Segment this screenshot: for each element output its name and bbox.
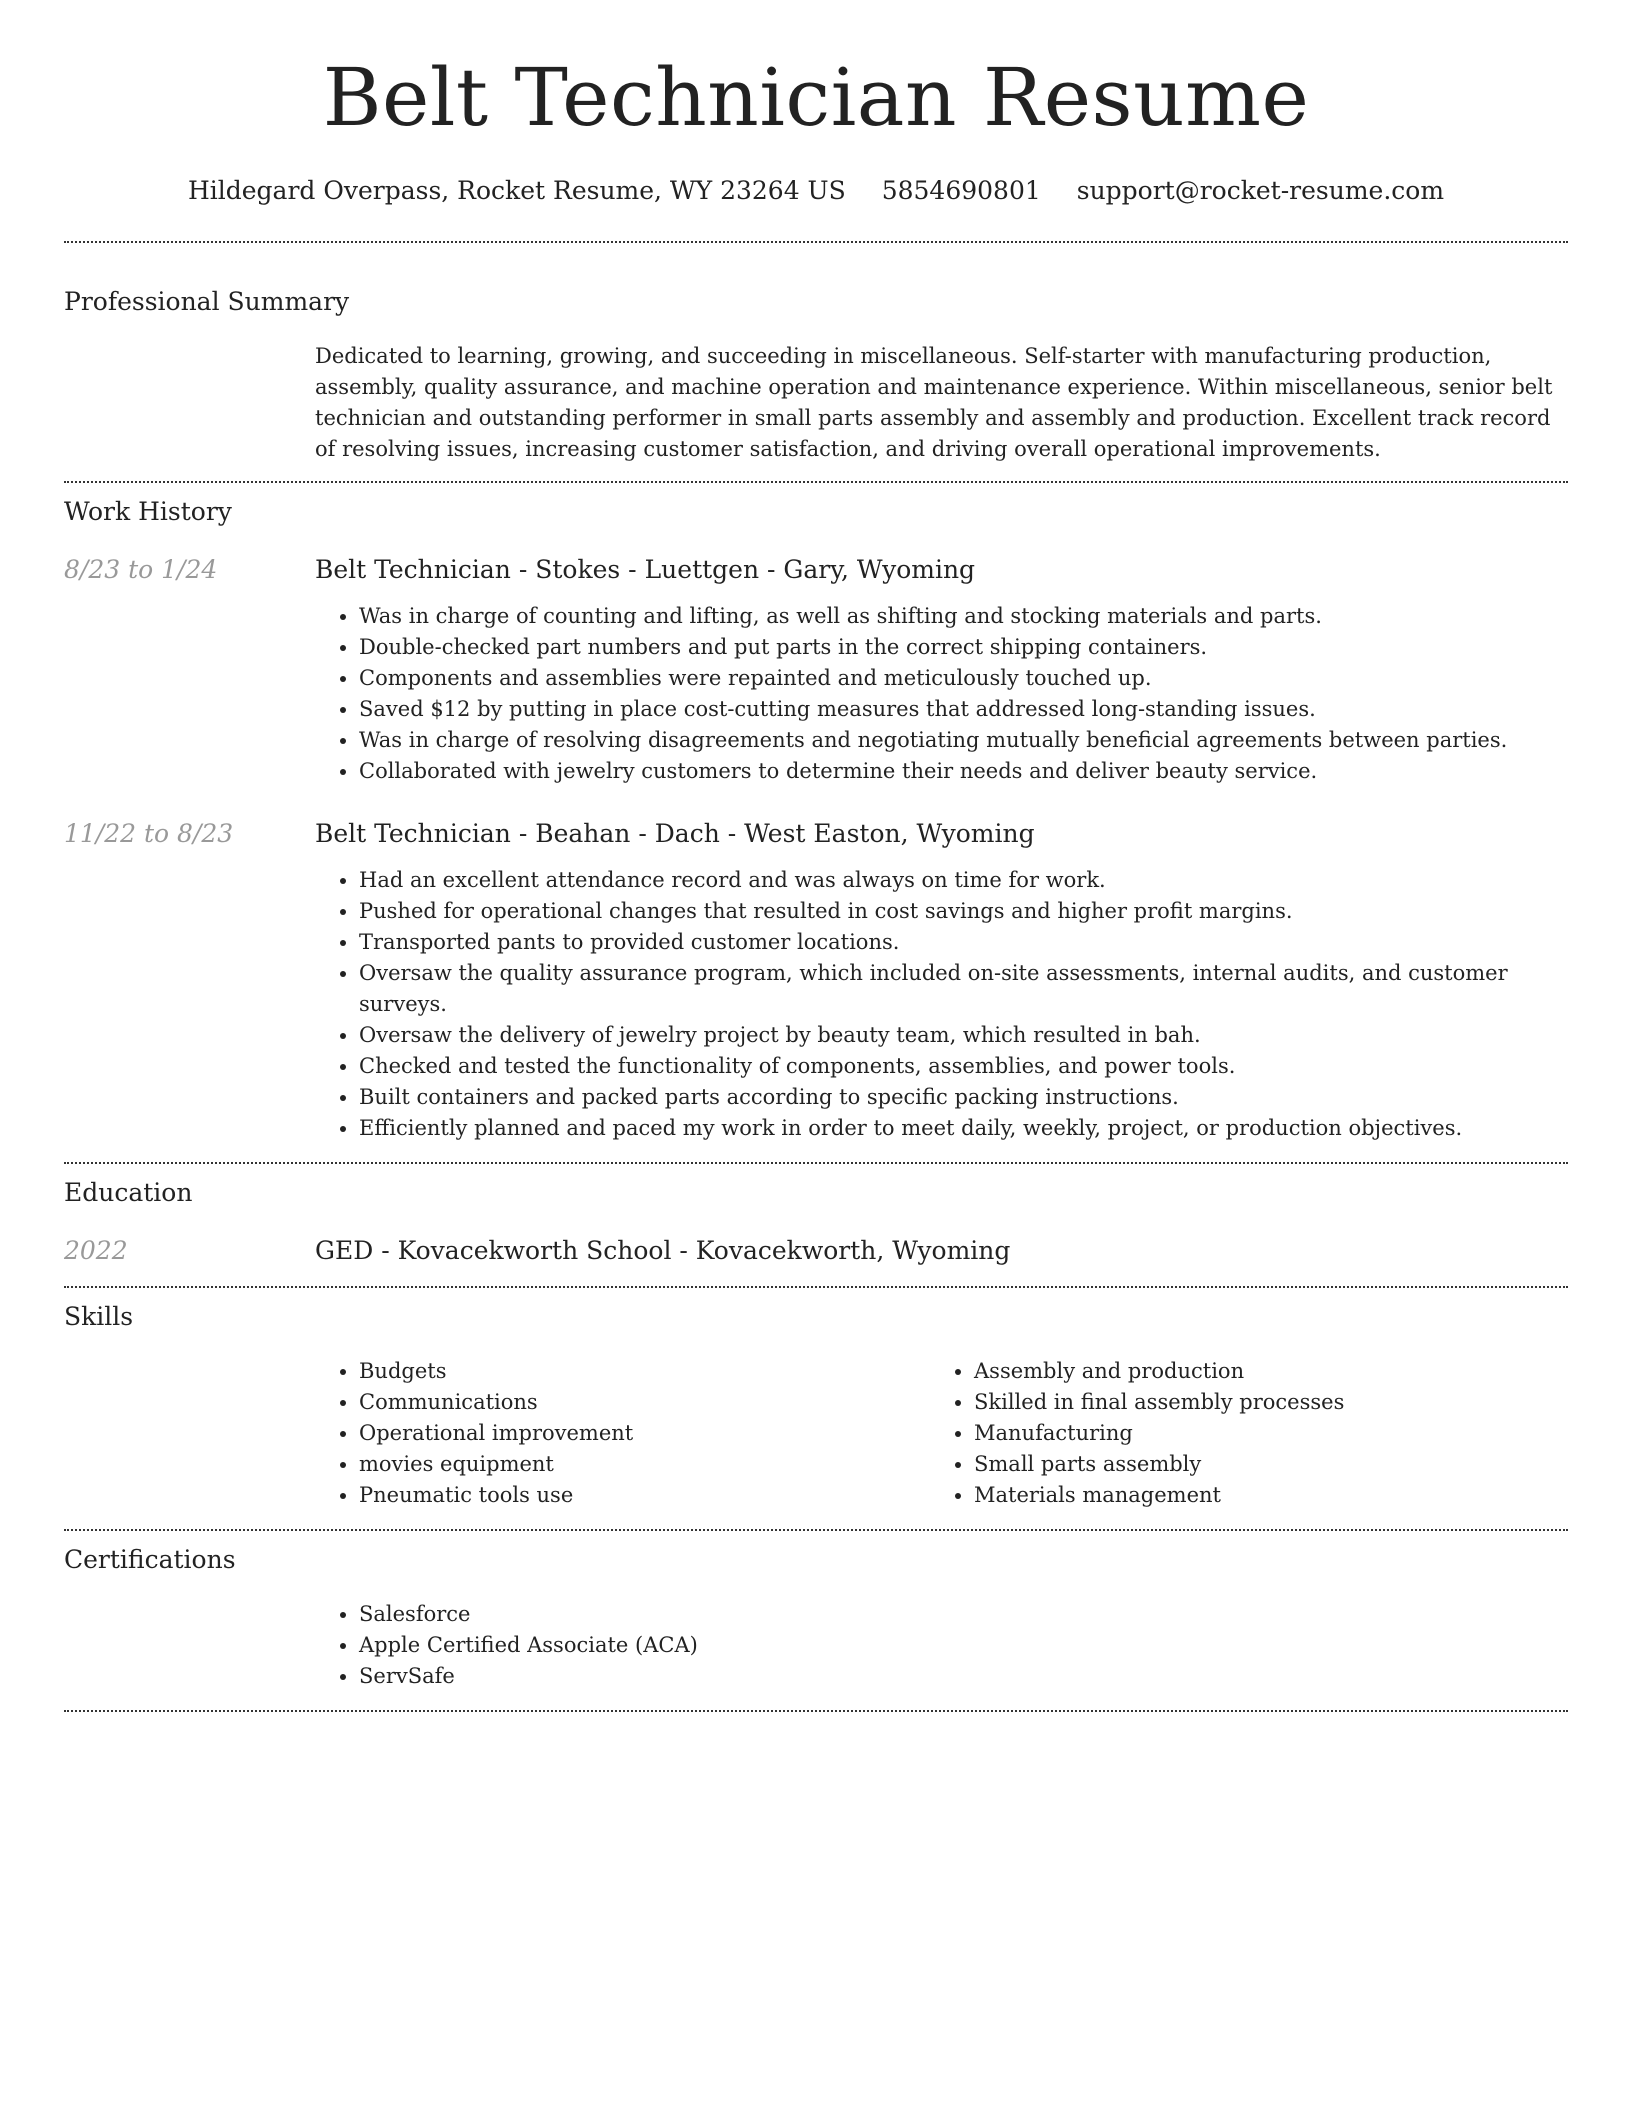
list-item: • Components and assemblies were repainted and meticulously touched up.	[359, 663, 1568, 694]
list-item: • Saved $12 by putting in place cost-cutting measures that addressed long-standing issues.	[359, 694, 1568, 725]
list-item: • Materials management	[974, 1480, 1545, 1511]
list-item: • Apple Certified Associate (ACA)	[359, 1630, 930, 1661]
summary-text: Dedicated to learning, growing, and succeeding in miscellaneous. Self-starter with manufacturing production, assembly, quality assurance, and machine operation and maintenance experience. Within miscellaneous, senior belt technician and outstanding performer in small parts assembly and assembly and production. Excellent track record of resolving issues, increasing customer satisfaction, and driving overall operational improvements.	[315, 344, 1553, 461]
list-item: • Was in charge of counting and lifting, as well as shifting and stocking materials and parts.	[359, 601, 1568, 632]
list-item: • Skilled in final assembly processes	[974, 1387, 1545, 1418]
list-item: • Collaborated with jewelry customers to determine their needs and deliver beauty service.	[359, 756, 1568, 787]
list-item: • Pushed for operational changes that resulted in cost savings and higher profit margins.	[359, 896, 1568, 927]
job-title: Belt Technician - Beahan - Dach - West Easton, Wyoming	[315, 819, 1035, 848]
education-entry	[64, 1234, 1568, 1268]
skills-column-right	[930, 1356, 1545, 1511]
list-item: • Efficiently planned and paced my work in order to meet daily, weekly, project, or production objectives.	[359, 1113, 1568, 1144]
resume-page	[64, 0, 1568, 1712]
job-title: Belt Technician - Stokes - Luettgen - Gary, Wyoming	[315, 555, 976, 584]
contact-address: Hildegard Overpass, Rocket Resume, WY 23264 US	[187, 176, 846, 205]
section-title-education: Education	[64, 1178, 193, 1207]
divider	[64, 1529, 1568, 1531]
contact-line	[64, 174, 1568, 208]
list-item: • Oversaw the delivery of jewelry project by beauty team, which resulted in bah.	[359, 1020, 1568, 1051]
list-item: • Communications	[359, 1387, 930, 1418]
list-item: • Transported pants to provided customer locations.	[359, 927, 1568, 958]
certifications-list	[315, 1599, 1568, 1692]
job-bullets	[315, 601, 1568, 787]
skills-list	[315, 1356, 1568, 1511]
job-bullets	[315, 865, 1568, 1144]
divider	[64, 481, 1568, 483]
divider	[64, 1162, 1568, 1164]
list-item: • Assembly and production	[974, 1356, 1545, 1387]
list-item: • Pneumatic tools use	[359, 1480, 930, 1511]
divider	[64, 241, 1568, 243]
job-entry	[64, 553, 1568, 787]
section-title-certifications: Certifications	[64, 1545, 236, 1574]
education-detail: GED - Kovacekworth School - Kovacekworth, Wyoming	[315, 1236, 1011, 1265]
job-dates: 8/23 to 1/24	[64, 555, 218, 584]
education-year: 2022	[64, 1236, 128, 1265]
contact-phone: 5854690801	[881, 176, 1041, 205]
list-item: • Checked and tested the functionality of components, assemblies, and power tools.	[359, 1051, 1568, 1082]
list-item: • Operational improvement	[359, 1418, 930, 1449]
list-item: • Small parts assembly	[974, 1449, 1545, 1480]
job-content	[315, 553, 1568, 787]
divider	[64, 1710, 1568, 1712]
list-item: • Oversaw the quality assurance program, which included on-site assessments, internal audits, and customer surveys.	[359, 958, 1568, 1020]
list-item: • Manufacturing	[974, 1418, 1545, 1449]
job-content	[315, 817, 1568, 1144]
list-item: • Double-checked part numbers and put parts in the correct shipping containers.	[359, 632, 1568, 663]
divider	[64, 1286, 1568, 1288]
certifications-column	[315, 1599, 930, 1692]
section-title-skills: Skills	[64, 1302, 134, 1331]
list-item: • ServSafe	[359, 1661, 930, 1692]
section-title-summary: Professional Summary	[64, 287, 350, 316]
list-item: • movies equipment	[359, 1449, 930, 1480]
list-item: • Had an excellent attendance record and was always on time for work.	[359, 865, 1568, 896]
job-entry	[64, 817, 1568, 1144]
skills-column-left	[315, 1356, 930, 1511]
list-item: • Built containers and packed parts according to specific packing instructions.	[359, 1082, 1568, 1113]
contact-email: support@rocket-resume.com	[1076, 176, 1445, 205]
list-item: • Was in charge of resolving disagreements and negotiating mutually beneficial agreements between parties.	[359, 725, 1568, 756]
job-dates: 11/22 to 8/23	[64, 819, 234, 848]
list-item: • Salesforce	[359, 1599, 930, 1630]
resume-title: Belt Technician Resume	[322, 51, 1310, 144]
section-title-work: Work History	[64, 497, 232, 526]
list-item: • Budgets	[359, 1356, 930, 1387]
